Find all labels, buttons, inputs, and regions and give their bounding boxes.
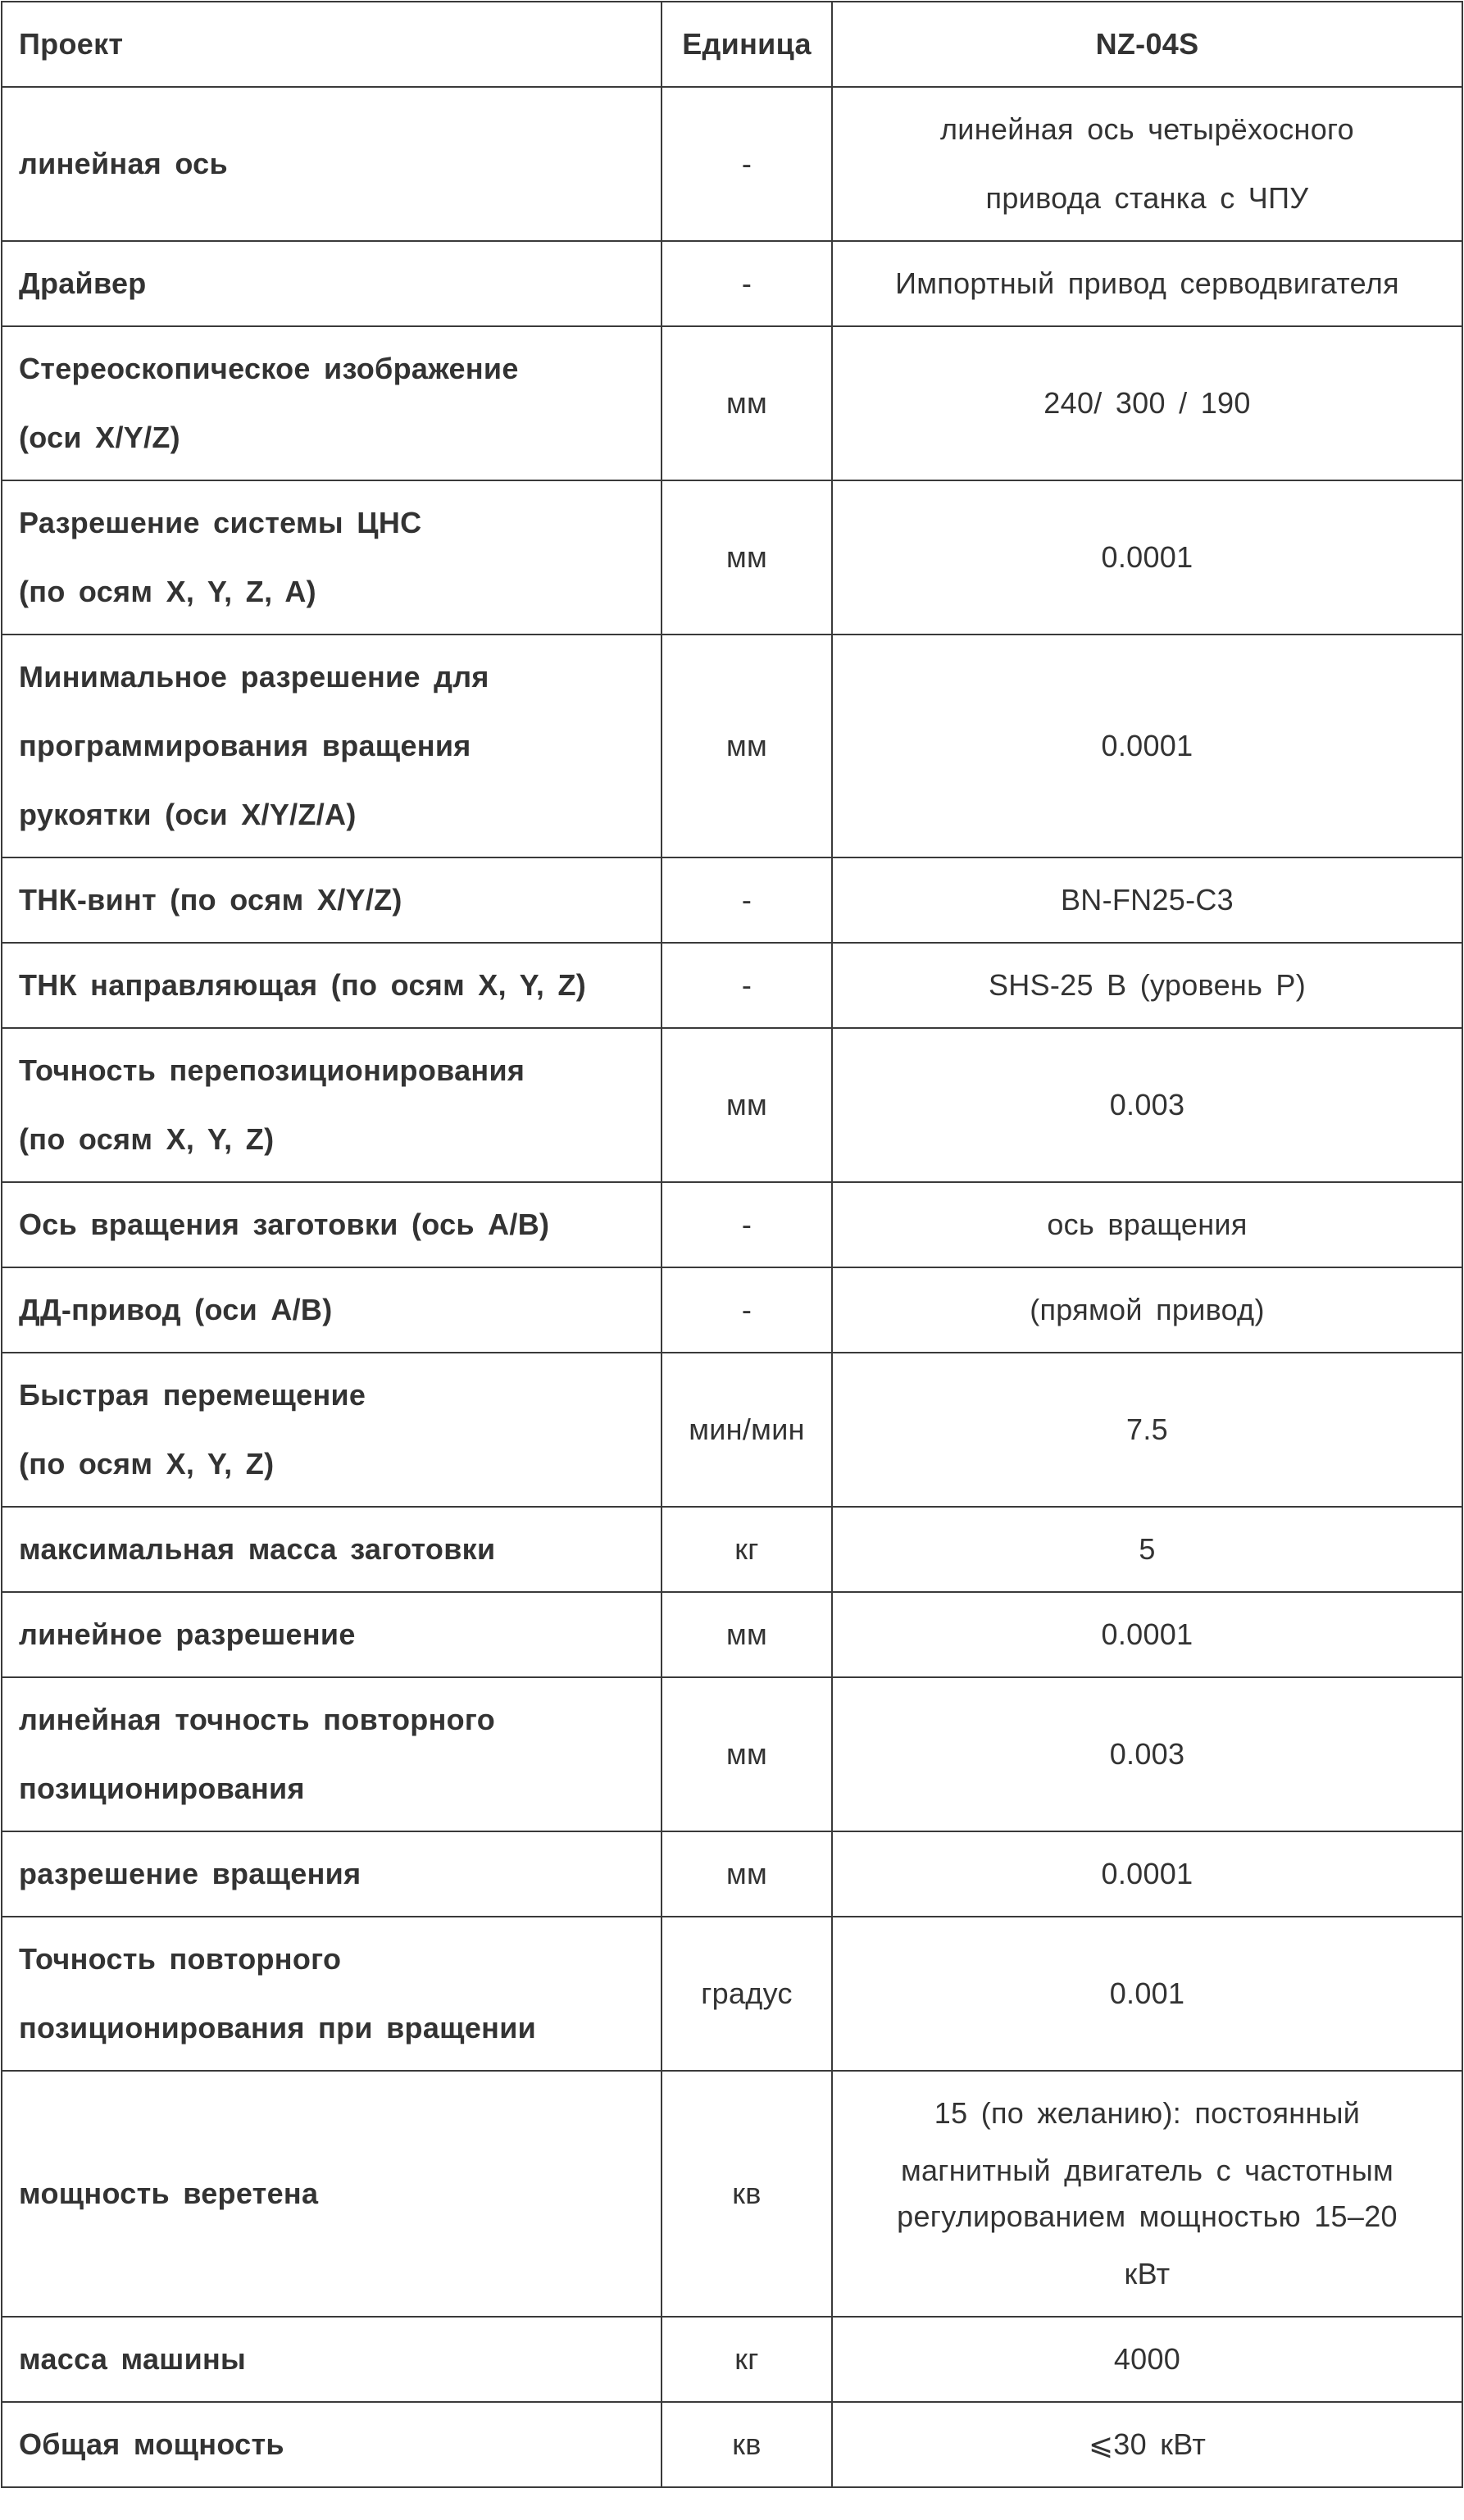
project-cell: [2, 2402, 662, 2487]
value-cell: [832, 1677, 1462, 1831]
value-text: 0.003: [1109, 1088, 1185, 1121]
value-text: кВт: [1124, 2257, 1171, 2290]
value-text: ось вращения: [1047, 1208, 1248, 1241]
project-text: Стереоскопическое изображение: [19, 352, 519, 385]
value-cell: [832, 1831, 1462, 1917]
value-text: SHS-25 B (уровень P): [988, 968, 1307, 1002]
value-text: 0.0001: [1101, 1617, 1193, 1651]
table-row: [2, 857, 1462, 943]
project-cell: [2, 1831, 662, 1917]
header-unit: Единица: [662, 2, 832, 87]
project-cell: [2, 1507, 662, 1592]
unit-cell: мм: [662, 480, 832, 635]
header-model: NZ-04S: [832, 2, 1462, 87]
project-cell: [2, 2317, 662, 2402]
unit-cell: мм: [662, 1831, 832, 1917]
project-cell: [2, 1592, 662, 1677]
project-cell: [2, 480, 662, 635]
value-cell: [832, 1267, 1462, 1353]
project-cell: [2, 635, 662, 857]
project-text: Ось вращения заготовки (ось A/B): [19, 1208, 550, 1241]
project-cell: [2, 857, 662, 943]
unit-cell: градус: [662, 1917, 832, 2071]
project-cell: [2, 2071, 662, 2317]
value-text: линейная ось четырёхосного: [940, 112, 1354, 146]
value-text: 0.0001: [1101, 540, 1193, 574]
value-text: ⩽30 кВт: [1088, 2427, 1207, 2461]
project-text: Минимальное разрешение для: [19, 660, 489, 694]
table-row: [2, 2317, 1462, 2402]
unit-cell: мин/мин: [662, 1353, 832, 1507]
project-text: ДД-привод (оси A/B): [19, 1293, 333, 1326]
project-cell: [2, 1028, 662, 1182]
project-cell: [2, 1353, 662, 1507]
value-text: 4000: [1113, 2342, 1181, 2376]
table-row: [2, 2402, 1462, 2487]
project-text: (оси X/Y/Z): [19, 421, 180, 454]
table-row: [2, 635, 1462, 857]
table-row: [2, 1267, 1462, 1353]
project-text: рукоятки (оси X/Y/Z/A): [19, 798, 357, 831]
value-cell: [832, 2402, 1462, 2487]
value-text: BN-FN25-C3: [1060, 883, 1234, 917]
table-row: [2, 241, 1462, 326]
project-cell: [2, 241, 662, 326]
table-row: [2, 87, 1462, 241]
project-text: Разрешение системы ЦНС: [19, 506, 422, 539]
table-row: [2, 1507, 1462, 1592]
project-cell: [2, 1917, 662, 2071]
value-cell: [832, 326, 1462, 480]
project-text: (по осям X, Y, Z): [19, 1122, 275, 1156]
value-cell: [832, 480, 1462, 635]
unit-cell: -: [662, 1182, 832, 1267]
table-row: [2, 1182, 1462, 1267]
project-cell: [2, 1182, 662, 1267]
project-text: масса машины: [19, 2342, 247, 2376]
unit-cell: -: [662, 87, 832, 241]
project-text: (по осям X, Y, Z, A): [19, 575, 316, 608]
value-cell: [832, 857, 1462, 943]
unit-cell: мм: [662, 1028, 832, 1182]
project-text: Быстрая перемещение: [19, 1378, 366, 1412]
table-row: [2, 2071, 1462, 2317]
value-text: регулированием мощностью 15–20: [897, 2199, 1398, 2233]
specification-table: [1, 1, 1463, 2488]
project-text: (по осям X, Y, Z): [19, 1447, 275, 1481]
project-text: программирования вращения: [19, 729, 471, 762]
value-text: 0.001: [1109, 1976, 1185, 2010]
value-cell: [832, 1917, 1462, 2071]
value-text: 7.5: [1126, 1412, 1168, 1446]
project-text: линейная ось: [19, 147, 228, 180]
value-cell: [832, 1592, 1462, 1677]
table-row: [2, 480, 1462, 635]
table-header-row: [2, 2, 1462, 87]
project-text: позиционирования при вращении: [19, 2011, 537, 2045]
value-text: 5: [1139, 1532, 1156, 1566]
project-text: ТНК направляющая (по осям X, Y, Z): [19, 968, 587, 1002]
table-row: [2, 1917, 1462, 2071]
unit-cell: мм: [662, 326, 832, 480]
table-row: [2, 1353, 1462, 1507]
unit-cell: -: [662, 943, 832, 1028]
unit-cell: кв: [662, 2402, 832, 2487]
unit-cell: кв: [662, 2071, 832, 2317]
value-text: 0.0001: [1101, 1857, 1193, 1890]
value-text: Импортный привод серводвигателя: [895, 266, 1399, 300]
value-text: 0.0001: [1101, 729, 1193, 762]
unit-cell: мм: [662, 635, 832, 857]
project-text: Общая мощность: [19, 2427, 284, 2461]
project-text: мощность веретена: [19, 2177, 319, 2210]
value-text: (прямой привод): [1030, 1293, 1265, 1326]
table-row: [2, 1831, 1462, 1917]
table-row: [2, 943, 1462, 1028]
unit-cell: кг: [662, 2317, 832, 2402]
unit-cell: кг: [662, 1507, 832, 1592]
project-text: разрешение вращения: [19, 1857, 361, 1890]
value-cell: [832, 1182, 1462, 1267]
value-text: 240/ 300 / 190: [1043, 386, 1251, 420]
value-cell: [832, 943, 1462, 1028]
project-text: Точность перепозиционирования: [19, 1053, 525, 1087]
table-row: [2, 1028, 1462, 1182]
project-cell: [2, 1677, 662, 1831]
value-cell: [832, 2317, 1462, 2402]
project-text: линейная точность повторного: [19, 1703, 496, 1736]
header-project: Проект: [2, 2, 662, 87]
value-cell: [832, 1353, 1462, 1507]
value-cell: [832, 635, 1462, 857]
value-text: 0.003: [1109, 1737, 1185, 1771]
table-row: [2, 1592, 1462, 1677]
project-text: ТНК-винт (по осям X/Y/Z): [19, 883, 402, 917]
unit-cell: мм: [662, 1677, 832, 1831]
unit-cell: мм: [662, 1592, 832, 1677]
value-cell: [832, 2071, 1462, 2317]
value-text: 15 (по желанию): постоянный: [934, 2096, 1361, 2130]
project-text: линейное разрешение: [19, 1617, 356, 1651]
project-text: максимальная масса заготовки: [19, 1532, 496, 1566]
project-cell: [2, 943, 662, 1028]
value-text: привода станка с ЧПУ: [985, 181, 1309, 215]
value-cell: [832, 1028, 1462, 1182]
project-text: позиционирования: [19, 1772, 305, 1805]
value-cell: [832, 87, 1462, 241]
unit-cell: -: [662, 241, 832, 326]
project-text: Точность повторного: [19, 1942, 342, 1976]
table-row: [2, 1677, 1462, 1831]
project-text: Драйвер: [19, 266, 147, 300]
table-row: [2, 326, 1462, 480]
value-cell: [832, 1507, 1462, 1592]
project-cell: [2, 1267, 662, 1353]
unit-cell: -: [662, 1267, 832, 1353]
project-cell: [2, 87, 662, 241]
project-cell: [2, 326, 662, 480]
value-cell: [832, 241, 1462, 326]
unit-cell: -: [662, 857, 832, 943]
value-text: магнитный двигатель с частотным: [900, 2154, 1394, 2187]
